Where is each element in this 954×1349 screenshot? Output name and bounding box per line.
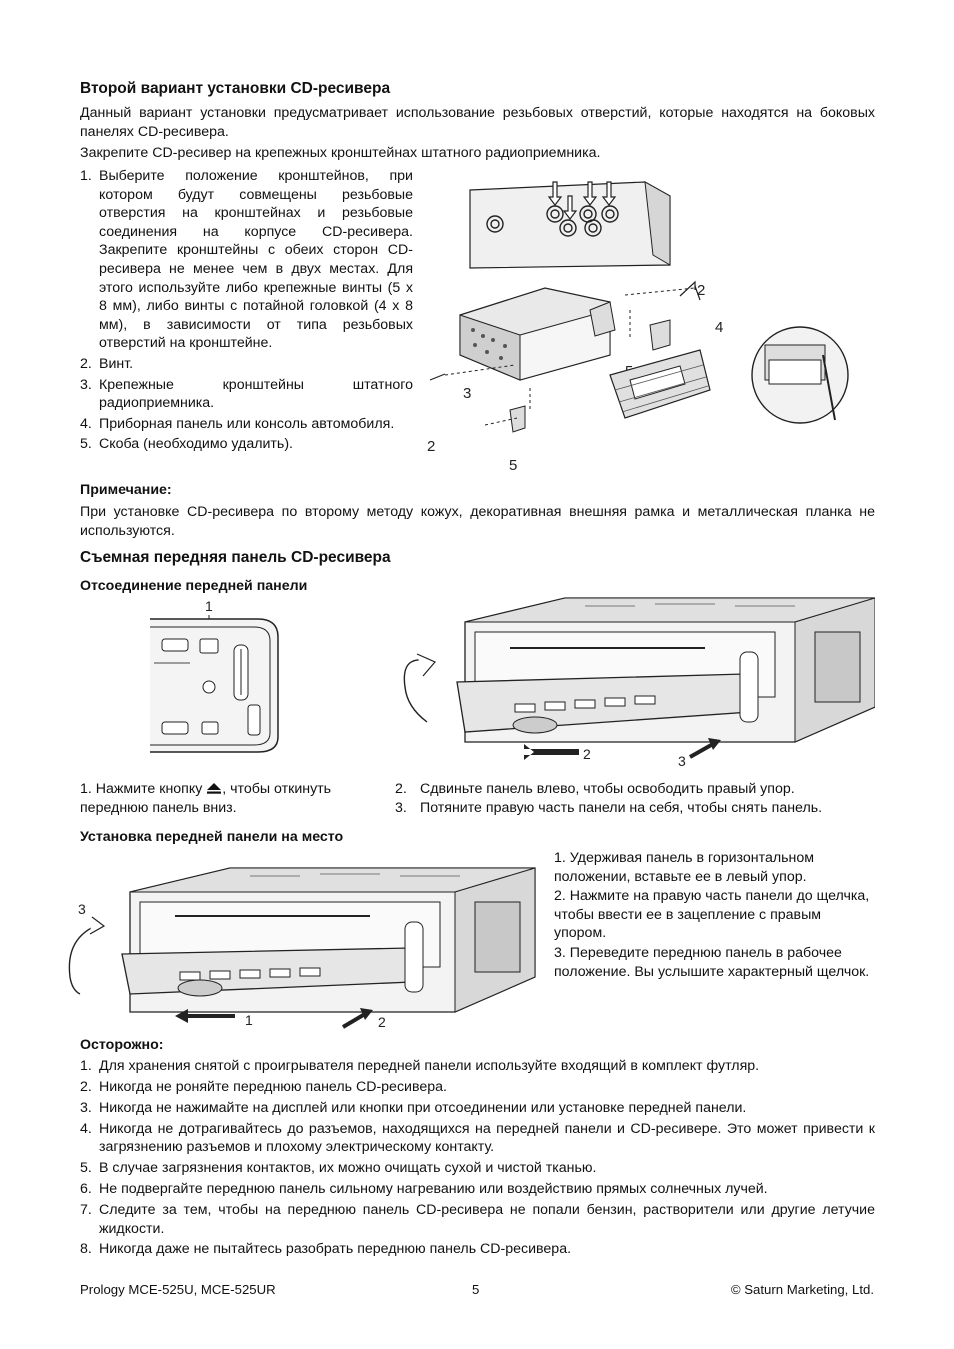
list-item: 1. Выберите положение кронштейнов, при котором будут совмещены резьбовые отверстия на кронштейнах и резьбовые соединения на корпусе CD-ресивера. Закрепите кронштейны с обеих сторон CD-ресивера не менее чем в двух местах. Для этого используйте либо крепежные винты (5 x 8 мм), либо винты с потайной головкой (4 x 8 мм), в зависимости от типа резьбовых отверстий на кронштейне.	[80, 168, 413, 352]
list-item: 2. Нажмите на правую часть панели до щелчка, чтобы ввести ее в зацепление с правым упором.	[554, 888, 870, 942]
list-item: 3. Крепежные кронштейны штатного радиоприемника.	[80, 376, 413, 412]
list-item: 2. Никогда не роняйте переднюю панель CD-ресивера.	[80, 1078, 447, 1095]
caution-list	[80, 1057, 875, 1261]
list-item: 3. Переведите переднюю панель в рабочее положение. Вы услышите характерный щелчок.	[554, 944, 870, 980]
page-number: 5	[472, 1282, 480, 1297]
detach-steps	[395, 780, 885, 817]
callout-3: 3	[678, 753, 686, 767]
detach-title: Отсоединение передней панели	[80, 578, 308, 594]
list-item: 8. Никогда даже не пытайтесь разобрать переднюю панель CD-ресивера.	[80, 1241, 572, 1258]
attach-title: Установка передней панели на место	[80, 829, 344, 845]
callout-1: 1	[245, 1012, 253, 1028]
mounting-diagram	[425, 170, 850, 475]
list-item: 3. Потяните правую часть панели на себя, чтобы снять панель.	[395, 799, 823, 816]
detach-step-1: 1. Нажмите кнопку , чтобы откинуть переднюю панель вниз.	[80, 781, 332, 816]
callout-5-bottom: 5	[509, 457, 518, 474]
section-title-faceplate: Съемная передняя панель CD-ресивера	[80, 549, 391, 566]
attach-steps	[554, 849, 874, 981]
caution-title: Осторожно:	[80, 1037, 164, 1053]
callout-2-top: 2	[697, 282, 706, 299]
list-item: 1. Для хранения снятой с проигрывателя передней панели используйте входящий в комплект футляр.	[80, 1058, 760, 1074]
list-item: 6. Не подвергайте переднюю панель сильному нагреванию или воздействию прямых солнечных лучей.	[80, 1181, 768, 1198]
install-intro: Данный вариант установки предусматривает использование резьбовых отверстий, которые находятся на боковых панелях CD-ресивера.	[80, 105, 875, 140]
eject-icon	[206, 781, 222, 793]
callout-4: 4	[715, 319, 724, 336]
list-item: 4. Никогда не дотрагивайтесь до разъемов, находящихся на передней панели и CD-ресивере. Это может привести к загрязнению разъемов и плохому электрическому контакту.	[80, 1120, 875, 1156]
callout-3: 3	[78, 901, 86, 917]
callout-3: 3	[463, 385, 472, 402]
list-item: 5. Скоба (необходимо удалить).	[80, 436, 293, 453]
footer-copyright: © Saturn Marketing, Ltd.	[730, 1282, 874, 1297]
attach-diagram	[60, 862, 540, 1034]
list-item: 2. Сдвиньте панель влево, чтобы освободить правый упор.	[395, 781, 795, 797]
section-title-install: Второй вариант установки CD-ресивера	[80, 80, 391, 97]
callout-1: 1	[205, 598, 213, 614]
note-title: Примечание:	[80, 482, 172, 498]
footer-model: Prology MCE-525U, MCE-525UR	[80, 1282, 276, 1297]
callout-2: 2	[378, 1014, 386, 1030]
install-steps	[80, 167, 413, 454]
list-item: 1. Удерживая панель в горизонтальном положении, вставьте ее в левый упор.	[554, 850, 814, 885]
list-item: 3. Никогда не нажимайте на дисплей или кнопки при отсоединении или установке передней панели.	[80, 1099, 747, 1116]
release-button-diagram	[150, 597, 285, 755]
list-item: 2. Винт.	[80, 355, 134, 372]
list-item: 5. В случае загрязнения контактов, их можно очищать сухой и чистой тканью.	[80, 1160, 597, 1177]
install-intro-2: Закрепите CD-ресивер на крепежных кронштейнах штатного радиоприемника.	[80, 145, 601, 161]
list-item: 4. Приборная панель или консоль автомобиля.	[80, 415, 395, 432]
note-text: При установке CD-ресивера по второму методу кожух, декоративная внешняя рамка и металлическая планка не используются.	[80, 504, 875, 539]
list-item: 7. Следите за тем, чтобы на переднюю панель CD-ресивера не попали бензин, растворители или другие летучие жидкости.	[80, 1201, 875, 1237]
callout-2-bottom: 2	[427, 438, 436, 455]
callout-2: 2	[583, 746, 591, 762]
detach-diagram	[395, 592, 875, 767]
